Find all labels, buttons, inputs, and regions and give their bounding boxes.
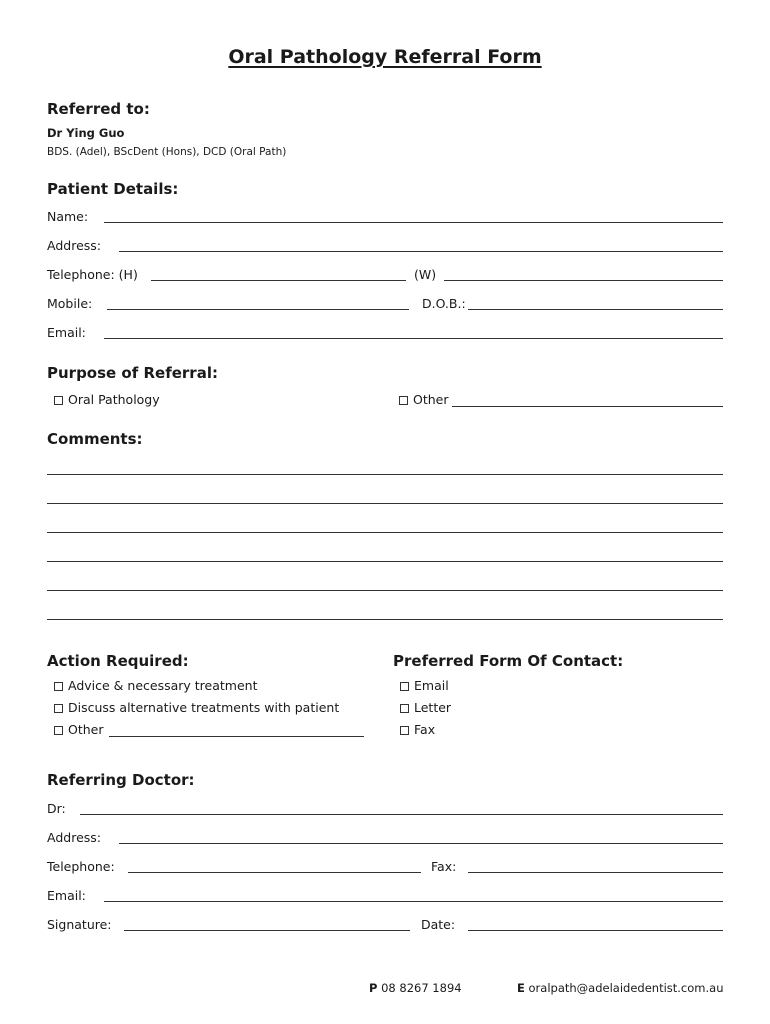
referred-to-heading: Referred to:: [47, 100, 150, 118]
comments-line[interactable]: [47, 590, 723, 591]
contact-option-label: Fax: [414, 722, 436, 737]
referring-email-label: Email:: [47, 888, 86, 903]
referring-address-field[interactable]: [119, 843, 723, 844]
action-option[interactable]: [54, 678, 257, 693]
referring-doctor-heading: Referring Doctor:: [47, 771, 195, 789]
comments-line[interactable]: [47, 561, 723, 562]
checkbox[interactable]: [54, 396, 63, 405]
action-option-label: Discuss alternative treatments with patient: [68, 700, 340, 715]
contact-option[interactable]: [400, 700, 451, 715]
footer-email-address: oralpath@adelaidedentist.com.au: [528, 981, 724, 995]
checkbox[interactable]: [54, 726, 63, 735]
checkbox[interactable]: [400, 726, 409, 735]
purpose-heading: Purpose of Referral:: [47, 364, 218, 382]
referring-email-field[interactable]: [104, 901, 723, 902]
preferred-contact-heading: Preferred Form Of Contact:: [393, 652, 624, 670]
referred-doctor-credentials: BDS. (Adel), BScDent (Hons), DCD (Oral Path): [47, 146, 287, 158]
patient-name-label: Name:: [47, 209, 89, 224]
footer-email-prefix: E: [517, 981, 525, 995]
referred-doctor-name: Dr Ying Guo: [47, 126, 125, 140]
footer-phone: [369, 981, 462, 995]
patient-address-label: Address:: [47, 238, 101, 253]
referring-dr-label: Dr:: [47, 801, 66, 816]
referring-fax-label: Fax:: [431, 859, 457, 874]
patient-work-phone-label: (W): [414, 267, 437, 282]
comments-line[interactable]: [47, 503, 723, 504]
patient-address-field[interactable]: [119, 251, 723, 252]
purpose-oral-pathology-label: Oral Pathology: [68, 392, 160, 407]
referring-telephone-field[interactable]: [128, 872, 421, 873]
action-option-label: Advice & necessary treatment: [68, 678, 258, 693]
contact-option-label: Letter: [414, 700, 452, 715]
patient-mobile-field[interactable]: [107, 309, 409, 310]
checkbox[interactable]: [399, 396, 408, 405]
purpose-other-label: Other: [413, 392, 449, 407]
action-required-heading: Action Required:: [47, 652, 189, 670]
patient-dob-label: D.O.B.:: [422, 296, 466, 311]
patient-mobile-label: Mobile:: [47, 296, 93, 311]
action-option[interactable]: [54, 700, 339, 715]
footer-email: [517, 981, 723, 995]
purpose-oral-pathology-option[interactable]: [54, 392, 160, 407]
comments-heading: Comments:: [47, 430, 143, 448]
referring-dr-field[interactable]: [80, 814, 723, 815]
contact-option-label: Email: [414, 678, 449, 693]
patient-email-label: Email:: [47, 325, 86, 340]
checkbox[interactable]: [400, 682, 409, 691]
checkbox[interactable]: [400, 704, 409, 713]
referring-date-label: Date:: [421, 917, 456, 932]
patient-telephone-label: Telephone: (H): [47, 267, 138, 282]
checkbox[interactable]: [54, 704, 63, 713]
footer-phone-prefix: P: [369, 981, 378, 995]
footer-phone-number: 08 8267 1894: [381, 981, 462, 995]
checkbox[interactable]: [54, 682, 63, 691]
purpose-other-field[interactable]: [452, 406, 723, 407]
patient-details-heading: Patient Details:: [47, 180, 179, 198]
patient-name-field[interactable]: [104, 222, 723, 223]
action-option[interactable]: [54, 722, 104, 737]
referring-signature-label: Signature:: [47, 917, 112, 932]
patient-dob-field[interactable]: [468, 309, 723, 310]
patient-email-field[interactable]: [104, 338, 723, 339]
action-other-field[interactable]: [109, 736, 364, 737]
comments-line[interactable]: [47, 619, 723, 620]
referring-date-field[interactable]: [468, 930, 723, 931]
patient-home-phone-field[interactable]: [151, 280, 406, 281]
comments-line[interactable]: [47, 474, 723, 475]
contact-option[interactable]: [400, 722, 435, 737]
form-title: Oral Pathology Referral Form: [228, 46, 542, 68]
referring-address-label: Address:: [47, 830, 101, 845]
purpose-other-option[interactable]: [399, 392, 449, 407]
patient-work-phone-field[interactable]: [444, 280, 723, 281]
referring-telephone-label: Telephone:: [47, 859, 115, 874]
contact-option[interactable]: [400, 678, 449, 693]
referring-fax-field[interactable]: [468, 872, 723, 873]
referring-signature-field[interactable]: [124, 930, 410, 931]
comments-line[interactable]: [47, 532, 723, 533]
action-option-label: Other: [68, 722, 104, 737]
